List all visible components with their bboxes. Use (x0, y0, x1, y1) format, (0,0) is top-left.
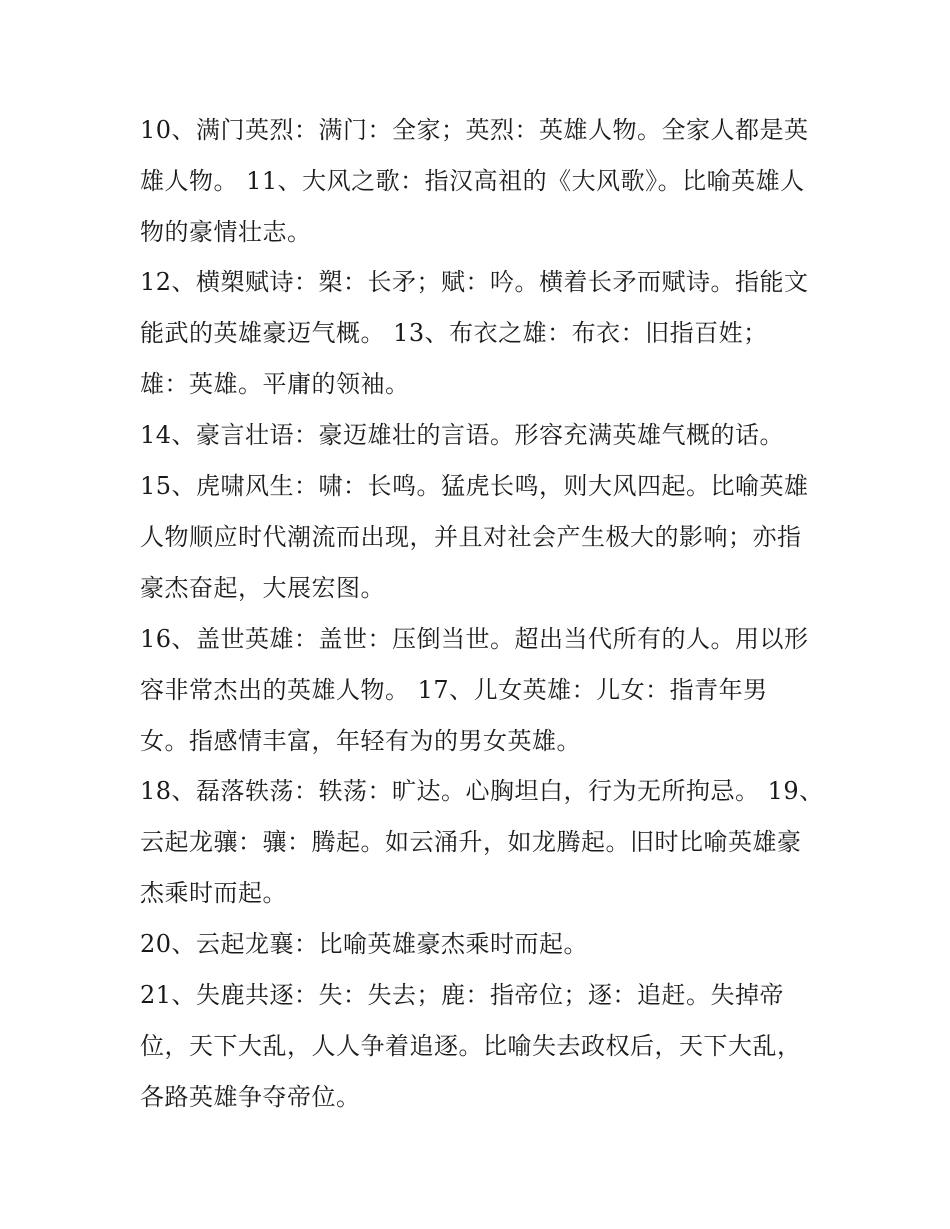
text-line: 雄人物。 11、大风之歌：指汉高祖的《大风歌》。比喻英雄人 (140, 167, 805, 195)
text-line: 人物顺应时代潮流而出现，并且对社会产生极大的影响；亦指 (140, 523, 802, 551)
text-line: 14、豪言壮语：豪迈雄壮的言语。形容充满英雄气概的话。 (140, 421, 785, 449)
text-line: 16、盖世英雄：盖世：压倒当世。超出当代所有的人。用以形 (140, 625, 809, 653)
text-line: 杰乘时而起。 (140, 879, 287, 907)
text-line: 能武的英雄豪迈气概。 13、布衣之雄：布衣：旧指百姓； (140, 319, 768, 347)
text-line: 豪杰奋起，大展宏图。 (140, 574, 385, 602)
text-line: 各路英雄争夺帝位。 (140, 1083, 361, 1111)
text-line: 15、虎啸风生：啸：长鸣。猛虎长鸣，则大风四起。比喻英雄 (140, 472, 809, 500)
text-line: 容非常杰出的英雄人物。 17、儿女英雄：儿女：指青年男 (140, 676, 768, 704)
text-line: 云起龙骧：骧：腾起。如云涌升，如龙腾起。旧时比喻英雄豪 (140, 828, 802, 856)
text-line: 12、横槊赋诗：槊：长矛；赋：吟。横着长矛而赋诗。指能文 (140, 268, 809, 296)
text-line: 物的豪情壮志。 (140, 218, 312, 246)
text-line: 18、磊落轶荡：轶荡：旷达。心胸坦白，行为无所拘忌。 19、 (140, 777, 824, 805)
text-line: 女。指感情丰富，年轻有为的男女英雄。 (140, 727, 581, 755)
text-line: 10、满门英烈：满门：全家；英烈：英雄人物。全家人都是英 (140, 116, 809, 144)
text-line: 21、失鹿共逐：失：失去；鹿：指帝位；逐：追赶。失掉帝 (140, 981, 785, 1009)
text-line: 位，天下大乱，人人争着追逐。比喻失去政权后，天下大乱， (140, 1032, 802, 1060)
text-line: 雄：英雄。平庸的领袖。 (140, 370, 410, 398)
text-line: 20、云起龙襄：比喻英雄豪杰乘时而起。 (140, 930, 589, 958)
